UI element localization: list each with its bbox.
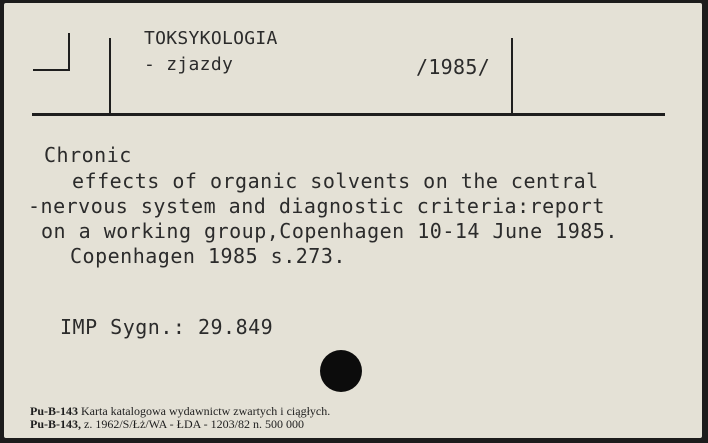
entry-line-2: effects of organic solvents on the central — [72, 169, 599, 193]
corner-mark-vertical — [68, 33, 70, 71]
print-run-info: z. 1962/S/Łż/WA - ŁDA - 1203/82 n. 500 000 — [84, 417, 304, 431]
header-rule-right — [511, 38, 513, 114]
entry-line-5: Copenhagen 1985 s.273. — [70, 244, 346, 268]
header-rule-left — [109, 38, 111, 114]
catalog-card — [4, 3, 702, 438]
entry-line-4: on a working group,Copenhagen 10-14 June 1985. — [41, 219, 618, 243]
form-code: Pu-B-143 — [30, 404, 78, 418]
punch-hole — [320, 350, 362, 392]
printer-footer-line-2 — [30, 418, 304, 431]
subject-year: /1985/ — [416, 55, 491, 79]
subject-heading: TOKSYKOLOGIA — [144, 28, 278, 49]
form-description: Karta katalogowa wydawnictw zwartych i ciągłych. — [81, 404, 331, 418]
entry-line-1: Chronic — [44, 143, 132, 167]
subject-subheading: - zjazdy — [144, 54, 234, 75]
entry-line-3: -nervous system and diagnostic criteria:report — [28, 194, 605, 218]
call-number: IMP Sygn.: 29.849 — [60, 315, 274, 339]
form-code-2: Pu-B-143, — [30, 417, 81, 431]
corner-mark-horizontal — [33, 69, 70, 71]
header-divider — [32, 113, 665, 116]
